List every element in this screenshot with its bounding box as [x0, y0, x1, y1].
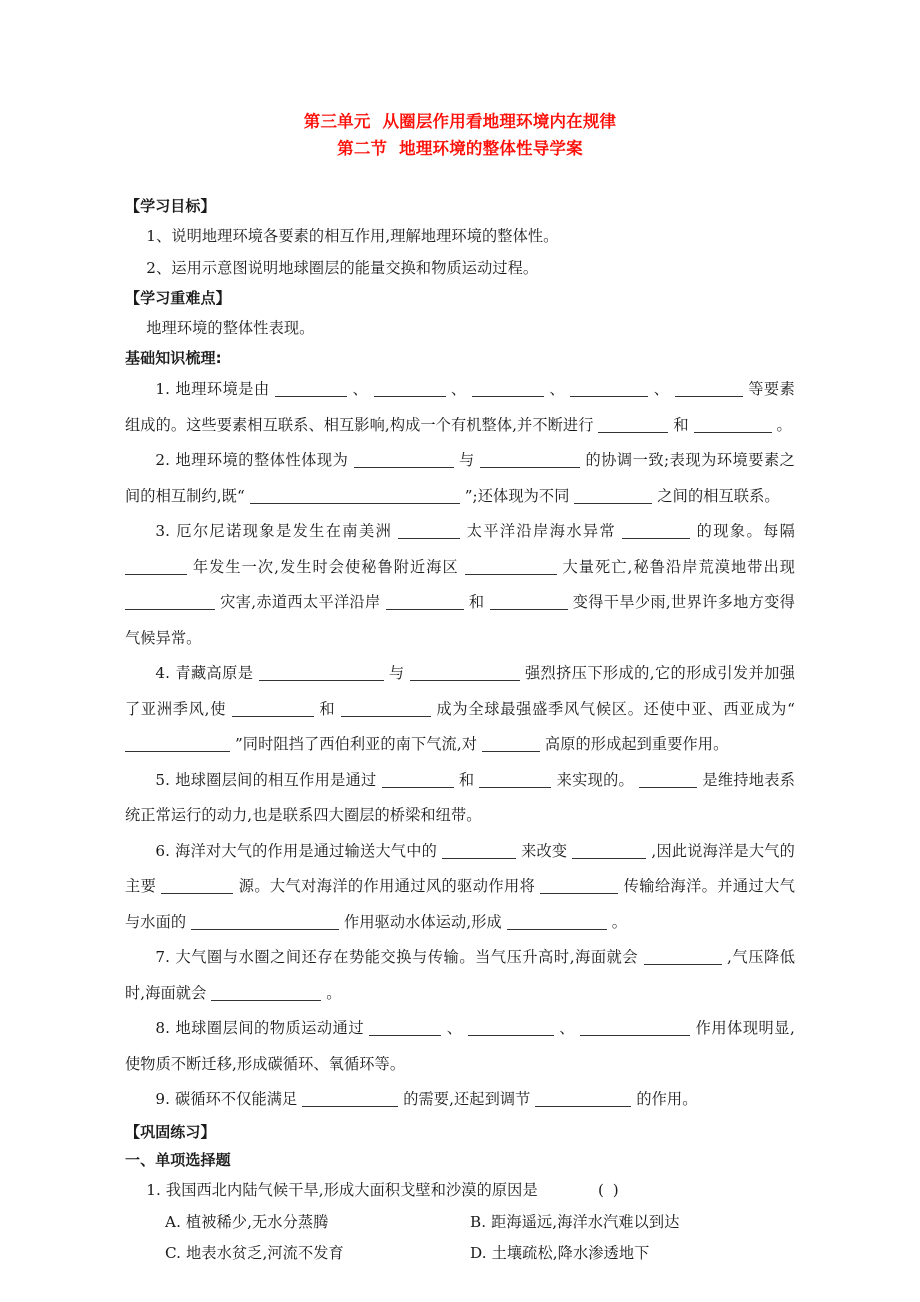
item-5-blank-1[interactable]	[382, 771, 454, 788]
item-1-sep-2: 、	[450, 380, 467, 398]
item-1-sep-3: 、	[549, 380, 566, 398]
item-3-blank-6[interactable]	[386, 593, 464, 610]
item-4-text-a: 青藏高原是	[175, 664, 254, 682]
item-4-text-d: 和	[319, 699, 336, 718]
item-1-text-c: 和	[673, 415, 689, 434]
item-8-text-a: 地球圈层间的物质运动通过	[175, 1019, 365, 1037]
fill-item-1	[125, 372, 795, 443]
objective-item-2: 2、运用示意图说明地球圈层的能量交换和物质运动过程。	[146, 259, 539, 277]
item-8-text-b: 作用体现明显,使物质不断迁移,形成碳循环、氧循环等。	[125, 1019, 795, 1073]
item-9-text-a: 碳循环不仅能满足	[175, 1090, 298, 1108]
item-1-sep-4: 、	[653, 380, 670, 398]
item-2-text-c: 的协调一致;表现为环境要素之间的相互制约,既“	[125, 451, 795, 505]
item-4-blank-4[interactable]	[341, 700, 431, 717]
item-6-text-e: 传输给海洋。并通过大气与水面的	[125, 877, 795, 931]
item-3-blank-7[interactable]	[490, 593, 568, 610]
fill-item-3	[125, 514, 795, 656]
key-points-text: 地理环境的整体性表现。	[146, 319, 315, 337]
item-6-text-g: 。	[611, 912, 628, 931]
item-1-blank-1[interactable]	[275, 380, 347, 397]
mc-question-1-text: 我国西北内陆气候干旱,形成大面积戈壁和沙漠的原因是	[165, 1180, 538, 1199]
item-4-text-f: ”同时阻挡了西伯利亚的南下气流,对	[234, 735, 478, 753]
item-6-blank-3[interactable]	[161, 877, 233, 894]
item-4-text-b: 与	[388, 664, 405, 682]
item-1-blank-3[interactable]	[472, 380, 544, 397]
item-6-blank-6[interactable]	[507, 913, 607, 930]
mc-question-1	[125, 1174, 795, 1207]
title-spacer	[125, 162, 795, 192]
mc-question-1-answer-box[interactable]: ( )	[597, 1180, 621, 1199]
mc-question-1-number: 1.	[146, 1180, 161, 1199]
item-3-text-h: 变得干旱少雨,世界许多地方变得气候异常。	[125, 593, 795, 647]
item-1-blank-6[interactable]	[598, 416, 668, 433]
heading-basics: 基础知识梳理:	[125, 349, 222, 367]
title-line-1: 第三单元 从圈层作用看地理环境内在规律	[303, 112, 617, 131]
fill-item-8	[125, 1011, 795, 1082]
item-6-text-a: 海洋对大气的作用是通过输送大气中的	[175, 841, 437, 860]
item-1-number: 1.	[155, 380, 171, 398]
item-3-text-d: 年发生一次,发生时会使秘鲁附近海区	[192, 557, 459, 576]
item-4-blank-6[interactable]	[482, 735, 540, 752]
heading-key-points: 【学习重难点】	[125, 289, 231, 307]
item-7-text-a: 大气圈与水圈之间还存在势能交换与传输。当气压升高时,海面就会	[175, 948, 639, 966]
heading-practice: 【巩固练习】	[125, 1122, 216, 1141]
item-2-blank-1[interactable]	[354, 451, 454, 468]
item-5-number: 5.	[155, 770, 171, 789]
item-6-blank-5[interactable]	[191, 913, 339, 930]
item-5-text-a: 地球圈层间的相互作用是通过	[175, 770, 377, 789]
item-8-blank-3[interactable]	[580, 1019, 690, 1036]
item-2-number: 2.	[155, 451, 171, 469]
item-1-sep-1: 、	[352, 380, 369, 398]
item-3-blank-5[interactable]	[125, 593, 215, 610]
item-3-blank-3[interactable]	[125, 558, 187, 575]
item-3-blank-4[interactable]	[465, 558, 557, 575]
document-title	[125, 108, 795, 162]
item-1-blank-4[interactable]	[570, 380, 648, 397]
mc-option-c[interactable]: C. 地表水贫乏,河流不发育	[165, 1243, 344, 1262]
item-4-text-g: 高原的形成起到重要作用。	[544, 735, 729, 753]
item-6-text-f: 作用驱动水体运动,形成	[344, 912, 502, 931]
item-7-blank-2[interactable]	[211, 984, 321, 1001]
fill-item-2	[125, 443, 795, 514]
item-4-blank-3[interactable]	[232, 700, 314, 717]
item-1-blank-2[interactable]	[374, 380, 446, 397]
item-9-text-c: 的作用。	[636, 1090, 698, 1108]
item-2-text-b: 与	[459, 451, 475, 469]
item-1-text-b: 等要素组成的。这些要素相互联系、相互影响,构成一个有机整体,并不断进行	[125, 380, 795, 434]
mc-option-b[interactable]: B. 距海遥远,海洋水汽难以到达	[470, 1212, 680, 1231]
item-8-sep-2: 、	[559, 1019, 575, 1037]
item-6-text-d: 源。大气对海洋的作用通过风的驱动作用将	[238, 877, 536, 895]
item-1-blank-5[interactable]	[675, 380, 743, 397]
objective-item-1: 1、说明地理环境各要素的相互作用,理解地理环境的整体性。	[146, 227, 559, 245]
item-3-text-c: 的现象。每隔	[696, 522, 795, 540]
item-4-blank-5[interactable]	[125, 735, 230, 752]
item-9-number: 9.	[155, 1090, 171, 1108]
item-3-blank-1[interactable]	[398, 522, 460, 539]
item-8-blank-2[interactable]	[468, 1019, 554, 1036]
fill-item-5	[125, 763, 795, 834]
item-5-text-c: 来实现的。	[556, 770, 635, 789]
item-3-text-g: 和	[468, 593, 485, 611]
item-7-blank-1[interactable]	[644, 948, 722, 965]
item-6-text-b: 来改变	[521, 841, 568, 860]
item-6-blank-1[interactable]	[442, 842, 516, 859]
item-5-text-b: 和	[458, 770, 475, 789]
item-5-blank-2[interactable]	[479, 771, 551, 788]
item-6-text-c: ,因此说海洋是大气的主要	[125, 841, 795, 895]
mc-option-d[interactable]: D. 土壤疏松,降水渗透地下	[470, 1243, 650, 1262]
item-3-blank-2[interactable]	[622, 522, 690, 539]
item-4-blank-2[interactable]	[410, 664, 520, 681]
mc-option-a[interactable]: A. 植被稀少,无水分蒸腾	[165, 1212, 329, 1231]
item-3-text-b: 太平洋沿岸海水异常	[466, 522, 617, 540]
fill-item-6	[125, 834, 795, 941]
item-7-number: 7.	[155, 948, 171, 966]
item-3-text-a: 厄尔尼诺现象是发生在南美洲	[176, 522, 393, 540]
item-2-blank-4[interactable]	[574, 487, 652, 504]
item-3-text-f: 灾害,赤道西太平洋沿岸	[220, 593, 381, 611]
item-9-text-b: 的需要,还起到调节	[403, 1090, 531, 1108]
item-8-number: 8.	[155, 1019, 171, 1037]
mc-options-row-2	[125, 1238, 795, 1269]
item-2-text-a: 地理环境的整体性体现为	[175, 451, 349, 469]
item-2-blank-3[interactable]	[250, 487, 460, 504]
item-4-number: 4.	[155, 664, 171, 682]
item-2-text-d: ”;还体现为不同	[464, 486, 570, 505]
item-4-text-c: 强烈挤压下形成的,它的形成引发并加强了亚洲季风,使	[125, 664, 796, 718]
item-4-blank-1[interactable]	[259, 664, 384, 681]
fill-item-7	[125, 940, 795, 1011]
item-8-sep-1: 、	[446, 1019, 463, 1037]
item-3-text-e: 大量死亡,秘鲁沿岸荒漠地带出现	[562, 557, 795, 576]
document-content	[125, 108, 795, 1269]
item-7-text-c: 。	[326, 983, 342, 1002]
item-1-blank-7[interactable]	[694, 416, 772, 433]
item-9-blank-2[interactable]	[535, 1090, 631, 1107]
item-6-number: 6.	[155, 841, 171, 860]
item-1-text-d: 。	[776, 415, 792, 434]
item-5-text-d: 是维持地表系统正常运行的动力,也是联系四大圈层的桥梁和纽带。	[125, 770, 796, 824]
item-6-blank-4[interactable]	[540, 877, 618, 894]
fill-item-4	[125, 656, 795, 763]
item-6-blank-2[interactable]	[572, 842, 646, 859]
item-5-blank-3[interactable]	[639, 771, 697, 788]
item-7-text-b: ,气压降低时,海面就会	[125, 948, 796, 1002]
item-8-blank-1[interactable]	[369, 1019, 441, 1036]
mc-options-row-1	[125, 1207, 795, 1238]
item-2-blank-2[interactable]	[480, 451, 580, 468]
item-1-text-a: 地理环境是由	[175, 380, 270, 398]
fill-item-9	[125, 1082, 795, 1118]
item-3-number: 3.	[155, 522, 171, 540]
heading-mc-section: 一、单项选择题	[125, 1150, 231, 1169]
heading-objectives: 【学习目标】	[125, 197, 216, 215]
item-9-blank-1[interactable]	[302, 1090, 398, 1107]
title-line-2: 第二节 地理环境的整体性导学案	[337, 139, 583, 158]
item-2-text-e: 之间的相互联系。	[657, 486, 780, 505]
item-4-text-e: 成为全球最强盛季风气候区。还使中亚、西亚成为“	[436, 699, 795, 718]
